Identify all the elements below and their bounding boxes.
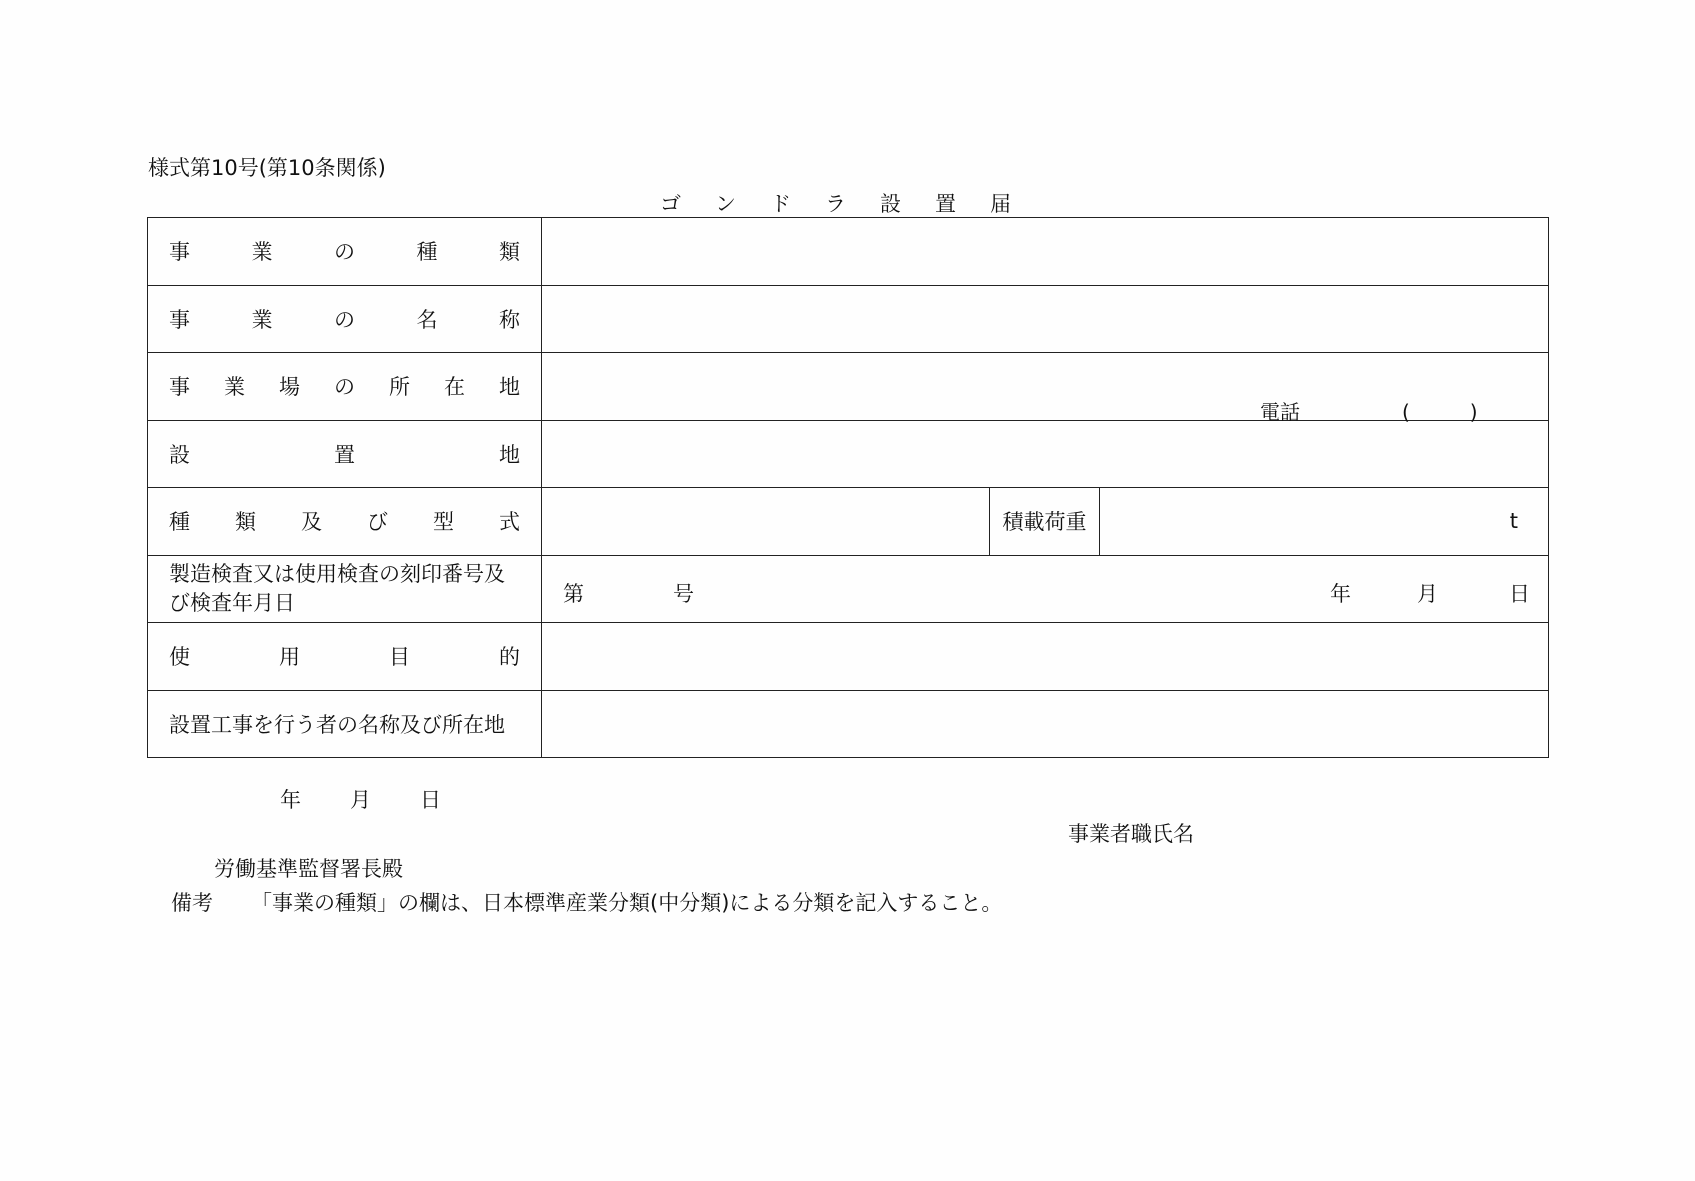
phone-parens: ( ) bbox=[1402, 400, 1478, 425]
label-char: の bbox=[334, 375, 355, 400]
field-load[interactable] bbox=[1100, 488, 1549, 556]
label-char: 及 bbox=[301, 510, 322, 535]
label-char: 業 bbox=[251, 240, 273, 265]
form-title bbox=[660, 188, 1045, 218]
label-char: 類 bbox=[499, 240, 520, 265]
submission-date bbox=[280, 784, 490, 814]
inspection-month: 月 bbox=[1417, 581, 1438, 606]
title-char: ラ bbox=[825, 192, 846, 216]
label-model bbox=[148, 488, 542, 556]
label-char: の bbox=[334, 240, 355, 265]
label-char: 業 bbox=[251, 307, 273, 332]
label-site-location bbox=[148, 353, 542, 421]
remarks-text: 「事業の種類」の欄は、日本標準産業分類(中分類)による分類を記入すること。 bbox=[251, 891, 1003, 915]
inspection-day: 日 bbox=[1509, 581, 1530, 606]
row-inspection bbox=[148, 555, 1549, 623]
row-business-type bbox=[148, 218, 1549, 286]
field-business-name[interactable] bbox=[542, 285, 1549, 353]
row-model bbox=[148, 488, 1549, 556]
row-install-place bbox=[148, 420, 1549, 488]
label-business-type bbox=[148, 218, 542, 286]
field-inspection[interactable] bbox=[542, 555, 1549, 623]
label-install-place bbox=[148, 420, 542, 488]
field-site-location[interactable] bbox=[542, 353, 1549, 425]
label-char: 名 bbox=[416, 307, 438, 332]
inspection-gou: 号 bbox=[673, 581, 694, 606]
field-purpose[interactable] bbox=[542, 623, 1549, 691]
label-char: 所 bbox=[389, 375, 410, 400]
label-char: 用 bbox=[279, 645, 300, 670]
date-year: 年 bbox=[280, 788, 301, 812]
label-char: 型 bbox=[433, 510, 454, 535]
label-load: 積載荷重 bbox=[990, 488, 1100, 556]
label-char: 使 bbox=[169, 645, 190, 670]
label-char: 場 bbox=[279, 375, 300, 400]
load-unit: t bbox=[1509, 509, 1519, 534]
row-purpose bbox=[148, 623, 1549, 691]
row-installer bbox=[148, 690, 1549, 758]
title-char: 置 bbox=[935, 192, 956, 216]
label-char: び bbox=[367, 510, 388, 535]
label-char: 類 bbox=[235, 510, 256, 535]
label-char: 事 bbox=[169, 375, 190, 400]
title-char: ゴ bbox=[660, 192, 681, 216]
label-char: 種 bbox=[169, 510, 190, 535]
inspection-year: 年 bbox=[1330, 581, 1351, 606]
field-business-type[interactable] bbox=[542, 218, 1549, 286]
label-business-name bbox=[148, 285, 542, 353]
label-inspection: 製造検査又は使用検査の刻印番号及び検査年月日 bbox=[148, 555, 542, 623]
label-char: 地 bbox=[499, 442, 520, 467]
row-business-name bbox=[148, 285, 1549, 353]
label-char: 在 bbox=[444, 375, 465, 400]
date-month: 月 bbox=[350, 788, 371, 812]
label-char: 的 bbox=[499, 645, 520, 670]
date-day: 日 bbox=[420, 788, 441, 812]
label-purpose bbox=[148, 623, 542, 691]
label-char: 業 bbox=[224, 375, 245, 400]
field-model[interactable] bbox=[542, 488, 990, 556]
phone-label: 電話 bbox=[1260, 400, 1300, 425]
addressee: 労働基準監督署長殿 bbox=[214, 857, 403, 881]
label-char: 事 bbox=[169, 307, 190, 332]
label-installer: 設置工事を行う者の名称及び所在地 bbox=[148, 690, 542, 758]
inspection-dai: 第 bbox=[563, 581, 584, 606]
application-form-table bbox=[147, 217, 1549, 758]
label-char: 目 bbox=[389, 645, 410, 670]
label-char: 設 bbox=[169, 442, 190, 467]
label-char: 種 bbox=[416, 240, 438, 265]
title-char: ン bbox=[715, 192, 736, 216]
row-site-location bbox=[148, 353, 1549, 421]
label-char: 事 bbox=[169, 240, 190, 265]
title-char: ド bbox=[770, 192, 791, 216]
label-char: 置 bbox=[334, 442, 355, 467]
field-installer[interactable] bbox=[542, 690, 1549, 758]
title-char: 設 bbox=[880, 192, 901, 216]
remarks bbox=[171, 887, 1002, 917]
remarks-label: 備考 bbox=[171, 891, 213, 915]
label-char: 称 bbox=[499, 307, 520, 332]
title-char: 届 bbox=[990, 192, 1011, 216]
signer-label: 事業者職氏名 bbox=[1068, 822, 1194, 846]
field-install-place[interactable] bbox=[542, 420, 1549, 488]
form-number: 様式第10号(第10条関係) bbox=[148, 156, 386, 180]
label-char: 地 bbox=[499, 375, 520, 400]
label-char: 式 bbox=[499, 510, 520, 535]
label-char: の bbox=[334, 307, 355, 332]
